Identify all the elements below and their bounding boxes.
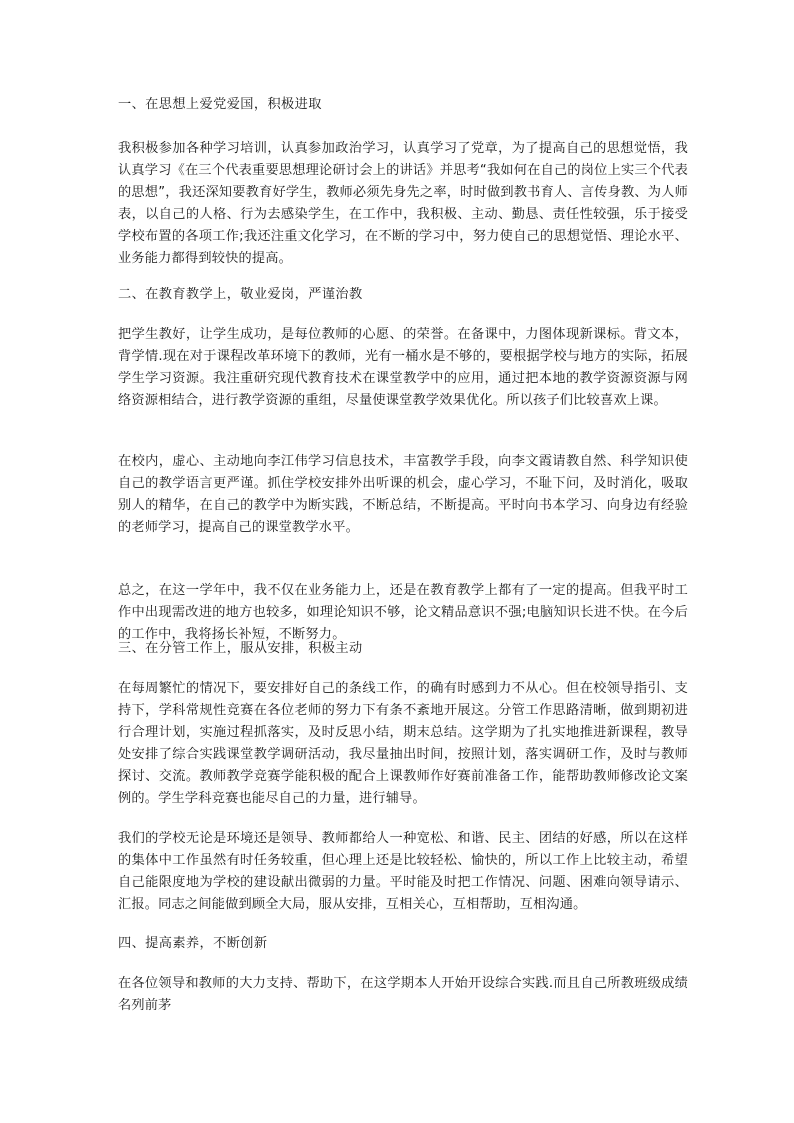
section-4-paragraph-1: 在各位领导和教师的大力支持、帮助下，在这学期本人开始开设综合实践.而且自己所教班级成绩名列前茅 (118, 976, 688, 1013)
section-3-paragraph-2: 我们的学校无论是环境还是领导、教师都给人一种宽松、和谐、民主、团结的好感，所以在这样的集体中工作虽然有时任务较重，但心理上还是比较轻松、愉快的，所以工作上比较主动，希望自己能限度地为学校的建设献出微弱的力量。平时能及时把工作情况、问题、困难向领导请示、汇报。同志之间能做到顾全大局，服从安排，互相关心，互相帮助，互相沟通。 (118, 831, 688, 912)
section-2-heading: 二、在教育教学上，敬业爱岗，严谨治教 (118, 287, 363, 302)
section-4-heading: 四、提高素养，不断创新 (118, 936, 268, 951)
section-2-paragraph-1: 把学生教好，让学生成功，是每位教师的心愿、的荣誉。在备课中，力图体现新课标。背文本，背学情.现在对于课程改革环境下的教师，光有一桶水是不够的，要根据学校与地方的实际，拓展学生学习资源。我注重研究现代教育技术在课堂教学中的应用，通过把本地的教学资源资源与网络资源相结合，进行教学资源的重组，尽量使课堂教学效果优化。所以孩子们比较喜欢上课。 (118, 327, 688, 408)
section-1-paragraph-1: 我积极参加各种学习培训，认真参加政治学习，认真学习了党章，为了提高自己的思想觉悟，我认真学习《在三个代表重要思想理论研讨会上的讲话》并思考“我如何在自己的岗位上实三个代表的思想”，我还深知要教育好学生，教师必须先身先之率，时时做到教书育人、言传身教、为人师表，以自己的人格、行为去感染学生，在工作中，我积极、主动、勤恳、责任性较强，乐于接受学校布置的各项工作;我还注重文化学习，在不断的学习中，努力使自己的思想觉悟、理论水平、业务能力都得到较快的提高。 (118, 141, 688, 266)
section-3-paragraph-1: 在每周繁忙的情况下，要安排好自己的条线工作，的确有时感到力不从心。但在校领导指引、支持下，学科常规性竞赛在各位老师的努力下有条不紊地开展这。分管工作思路清晰，做到期初进行合理计划，实施过程抓落实，及时反思小结，期末总结。这学期为了扎实地推进新课程，教导处安排了综合实践课堂教学调研活动，我尽量抽出时间，按照计划，落实调研工作，及时与教师探讨、交流。教师教学竞赛学能积极的配合上课教师作好赛前准备工作，能帮助教师修改论文案例的。学生学科竞赛也能尽自己的力量，进行辅导。 (118, 681, 688, 806)
section-2-paragraph-3: 总之，在这一学年中，我不仅在业务能力上，还是在教育教学上都有了一定的提高。但我平时工作中出现需改进的地方也较多，如理论知识不够，论文精品意识不强;电脑知识长进不快。在今后的工作中，我将扬长补短，不断努力。 (118, 583, 688, 642)
section-3-heading: 三、在分管工作上，服从安排，积极主动 (118, 641, 363, 656)
section-2-paragraph-2: 在校内，虚心、主动地向李江伟学习信息技术，丰富教学手段，向李文霞请教自然、科学知识使自己的教学语言更严谨。抓住学校安排外出听课的机会，虚心学习，不耻下问，及时消化，吸取别人的精华，在自己的教学中为断实践，不断总结，不断提高。平时向书本学习、向身边有经验的老师学习，提高自己的课堂教学水平。 (118, 454, 688, 535)
section-1-heading: 一、在思想上爱党爱国，积极进取 (118, 97, 322, 112)
